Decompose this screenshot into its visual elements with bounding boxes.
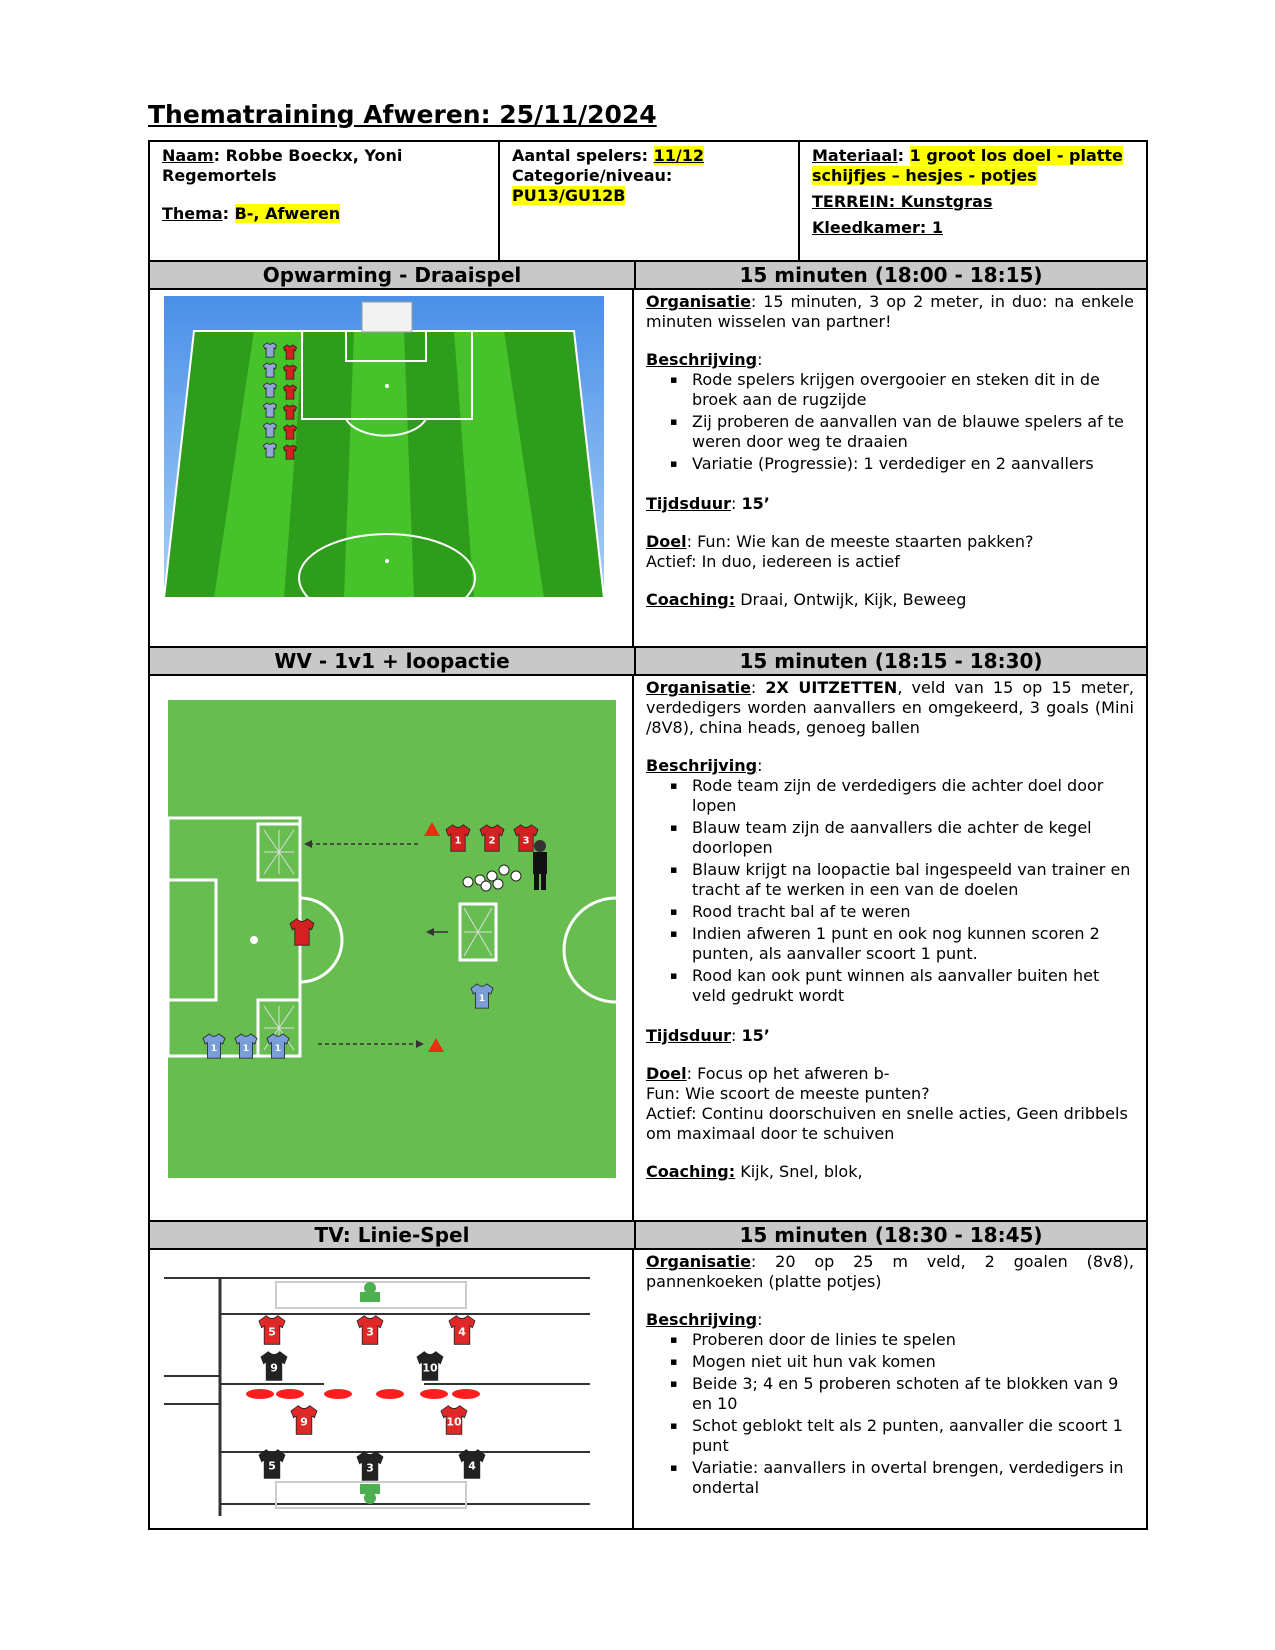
shirt-number: 1	[454, 835, 462, 847]
info-col-material: Materiaal: 1 groot los doel - platte schijfjes – hesjes - potjes TERREIN: Kunstgras Kleedkamer: 1	[800, 142, 1146, 260]
doel-label: Doel	[646, 532, 687, 551]
list-item: ▪ Rood kan ook punt winnen als aanvaller buiten het veld gedrukt wordt	[692, 966, 1134, 1006]
list-item: ▪ Rode spelers krijgen overgooier en steken dit in de broek aan de rugzijde	[692, 370, 1134, 410]
doel-text-3: Actief: Continu doorschuiven en snelle acties, Geen dribbels om maximaal door te schuiven	[646, 1104, 1128, 1143]
pitch-diagram	[168, 700, 616, 1178]
list-item: ▪ Beide 3; 4 en 5 proberen schoten af te blokken van 9 en 10	[692, 1374, 1134, 1414]
section-text: Organisatie: 20 op 25 m veld, 2 goalen (8v8), pannenkoeken (platte potjes) Beschrijving: ▪ Proberen door de linies te spelen ▪ Mogen niet uit hun vak komen ▪ Beide 3; 4 en 5 proberen schoten af te blokken van 9 en 10 ▪ Schot geblokt telt als 2 punten, aanvaller die scoort 1 punt ▪ Variatie: aanvallers in overtal brengen, verdedigers in ondertal	[634, 1250, 1146, 1528]
section-time: 15 minuten (18:15 - 18:30)	[739, 649, 1043, 673]
section-title: TV: Linie-Spel	[150, 1222, 636, 1248]
diagram-panel	[150, 1250, 634, 1528]
shirt-number: 3	[366, 1325, 374, 1339]
shirt-number: 4	[468, 1459, 476, 1473]
beschrijving-list	[646, 370, 1134, 474]
doel-label: Doel	[646, 1064, 687, 1083]
doel-text-2: Fun: Wie scoort de meeste punten?	[646, 1084, 930, 1103]
ball-icon	[511, 871, 521, 881]
diagram-panel	[150, 676, 634, 1220]
ball-icon	[463, 877, 473, 887]
pitch-diagram	[164, 296, 604, 598]
shirt-number: 3	[366, 1461, 374, 1475]
organisatie-text: , veld van 15 op 15 meter, verdedigers worden aanvallers en omgekeerd, 3 goals (Mini /8V8), china heads, genoeg ballen	[646, 678, 1135, 737]
list-item: ▪ Mogen niet uit hun vak komen	[692, 1352, 1134, 1372]
shirt-number: 9	[300, 1415, 308, 1429]
shirt-number: 1	[242, 1042, 250, 1054]
tijdsduur-value: 15’	[741, 1026, 770, 1045]
ball-icon	[481, 881, 491, 891]
organisatie-label: Organisatie	[646, 678, 751, 697]
shirt-number: 1	[210, 1042, 218, 1054]
section-header	[150, 1220, 1146, 1250]
aantal-value: 11/12	[653, 146, 704, 165]
info-col-names: Naam: Robbe Boeckx, Yoni Regemortels Thema: B-, Afweren	[150, 142, 500, 260]
disc-icon	[324, 1389, 352, 1399]
disc-icon	[376, 1389, 404, 1399]
doel-text: Focus op het afweren b-	[697, 1064, 890, 1083]
tijdsduur-label: Tijdsduur	[646, 1026, 731, 1045]
shirt-number: 2	[488, 835, 496, 847]
section-opwarming	[148, 260, 1148, 648]
section-text: Organisatie: 2X UITZETTEN, veld van 15 op 15 meter, verdedigers worden aanvallers en omgekeerd, 3 goals (Mini /8V8), china heads, genoeg ballen Beschrijving: ▪ Rode team zijn de verdedigers die achter doel door lopen ▪ Blauw team zijn de aanvallers die achter de kegel doorlopen ▪ Blauw krijgt na loopactie bal ingespeeld van trainer en tracht af te werken in een van de doelen ▪ Rood tracht bal af te weren ▪ Indien afweren 1 punt en ook nog kunnen scoren 2 punten, als aanvaller scoort 1 punt. ▪ Rood kan ook punt winnen als aanvaller buiten het veld gedrukt wordt Tijdsduur: 15’ Doel: Focus op het afweren b- Fun: Wie scoort de meeste punten? Actief: Continu doorschuiven en snelle acties, Geen dribbels om maximaal door te schuiven Coaching: Kijk, Snel, blok,	[634, 676, 1146, 1220]
thema-value: B-, Afweren	[234, 204, 341, 223]
section-title: Opwarming - Draaispel	[150, 262, 636, 288]
beschrijving-list	[646, 1330, 1134, 1498]
info-table	[148, 140, 1148, 262]
categorie-value: PU13/GU12B	[512, 186, 626, 205]
section-title: WV - 1v1 + loopactie	[150, 648, 636, 674]
organisatie-text: 20 op 25 m veld, 2 goalen (8v8), pannenkoeken (platte potjes)	[646, 1252, 1135, 1291]
materiaal-label: Materiaal	[812, 146, 898, 165]
shirt-number: 10	[446, 1415, 462, 1429]
thema-label: Thema	[162, 204, 223, 223]
section-header	[150, 646, 1146, 676]
coaching-text: Draai, Ontwijk, Kijk, Beweeg	[740, 590, 967, 609]
list-item: ▪ Rode team zijn de verdedigers die achter doel door lopen	[692, 776, 1134, 816]
coaching-text: Kijk, Snel, blok,	[740, 1162, 863, 1181]
kleedkamer: Kleedkamer: 1	[812, 218, 943, 237]
disc-icon	[246, 1389, 274, 1399]
tijdsduur-value: 15’	[741, 494, 770, 513]
ball-icon	[499, 865, 509, 875]
shirt-number: 10	[422, 1361, 438, 1375]
doel-text-2: Actief: In duo, iedereen is actief	[646, 552, 900, 571]
diagram-panel	[150, 290, 634, 646]
organisatie-bold: 2X UITZETTEN	[765, 678, 898, 697]
list-item: ▪ Zij proberen de aanvallen van de blauwe spelers af te weren door weg te draaien	[692, 412, 1134, 452]
section-time: 15 minuten (18:00 - 18:15)	[739, 263, 1043, 287]
organisatie-label: Organisatie	[646, 292, 751, 311]
shirt-number: 5	[268, 1325, 276, 1339]
disc-icon	[452, 1389, 480, 1399]
coaching-label: Coaching:	[646, 1162, 736, 1181]
shirt-number: 5	[268, 1459, 276, 1473]
aantal-label: Aantal spelers:	[512, 146, 649, 165]
beschrijving-label: Beschrijving	[646, 756, 758, 775]
list-item: ▪ Blauw team zijn de aanvallers die achter de kegel doorlopen	[692, 818, 1134, 858]
shirt-number: 9	[270, 1361, 278, 1375]
disc-icon	[276, 1389, 304, 1399]
section-tv	[148, 1220, 1148, 1530]
info-col-players	[500, 142, 800, 260]
naam-value: Robbe Boeckx, Yoni Regemortels	[162, 146, 403, 185]
shirt-number: 1	[274, 1042, 282, 1054]
naam-label: Naam	[162, 146, 214, 165]
shirt-number: 4	[458, 1325, 466, 1339]
section-text: Organisatie: 15 minuten, 3 op 2 meter, in duo: na enkele minuten wisselen van partner! Beschrijving: ▪ Rode spelers krijgen overgooier en steken dit in de broek aan de rugzijde ▪ Zij proberen de aanvallen van de blauwe spelers af te weren door weg te draaien ▪ Variatie (Progressie): 1 verdediger en 2 aanvallers Tijdsduur: 15’ Doel: Fun: Wie kan de meeste staarten pakken? Actief: In duo, iedereen is actief Coaching: Draai, Ontwijk, Kijk, Beweeg	[634, 290, 1146, 646]
disc-icon	[420, 1389, 448, 1399]
categorie-label: Categorie/niveau:	[512, 166, 673, 185]
list-item: ▪ Blauw krijgt na loopactie bal ingespeeld van trainer en tracht af te werken in een van de doelen	[692, 860, 1134, 900]
shirt-number: 3	[522, 835, 530, 847]
section-time: 15 minuten (18:30 - 18:45)	[739, 1223, 1043, 1247]
section-wv	[148, 646, 1148, 1222]
coaching-label: Coaching:	[646, 590, 736, 609]
page-title: Thematraining Afweren: 25/11/2024	[148, 100, 657, 129]
pitch-diagram	[164, 1276, 590, 1516]
terrein: TERREIN: Kunstgras	[812, 192, 993, 211]
ball-icon	[493, 879, 503, 889]
list-item: ▪ Schot geblokt telt als 2 punten, aanvaller die scoort 1 punt	[692, 1416, 1134, 1456]
materiaal-value: 1 groot los doel - platte schijfjes – hesjes - potjes	[812, 146, 1123, 185]
beschrijving-list	[646, 776, 1134, 1006]
shirt-number: 1	[478, 992, 486, 1004]
doel-text: Fun: Wie kan de meeste staarten pakken?	[697, 532, 1034, 551]
organisatie-text: 15 minuten, 3 op 2 meter, in duo: na enkele minuten wisselen van partner!	[646, 292, 1134, 331]
list-item: ▪ Variatie (Progressie): 1 verdediger en 2 aanvallers	[692, 454, 1134, 474]
section-header	[150, 260, 1146, 290]
list-item: ▪ Variatie: aanvallers in overtal brengen, verdedigers in ondertal	[692, 1458, 1134, 1498]
organisatie-label: Organisatie	[646, 1252, 751, 1271]
beschrijving-label: Beschrijving	[646, 350, 758, 369]
list-item: ▪ Proberen door de linies te spelen	[692, 1330, 1134, 1350]
tijdsduur-label: Tijdsduur	[646, 494, 731, 513]
list-item: ▪ Indien afweren 1 punt en ook nog kunnen scoren 2 punten, als aanvaller scoort 1 punt.	[692, 924, 1134, 964]
beschrijving-label: Beschrijving	[646, 1310, 758, 1329]
list-item: ▪ Rood tracht bal af te weren	[692, 902, 1134, 922]
